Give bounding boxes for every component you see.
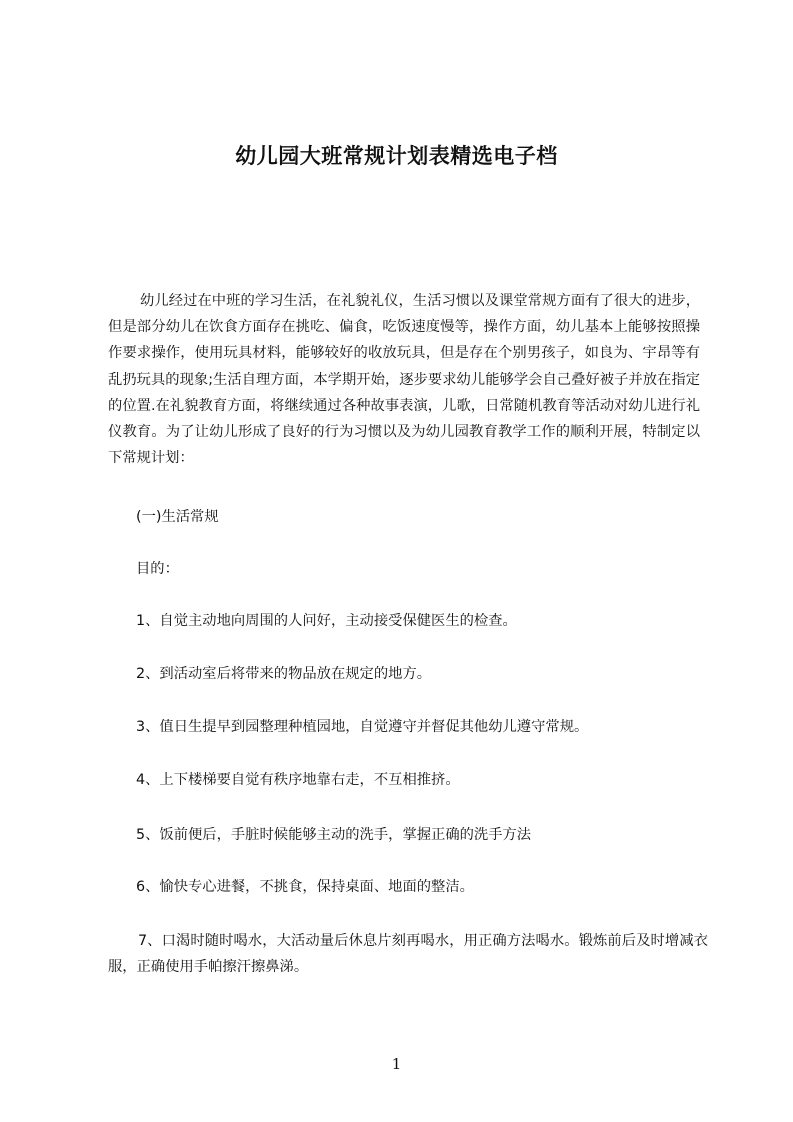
document-title: 幼儿园大班常规计划表精选电子档 xyxy=(235,144,558,168)
goal-label: 目的： xyxy=(136,561,179,577)
list-item: 4、上下楼梯要自觉有秩序地靠右走，不互相推挤。 xyxy=(136,772,460,788)
list-item: 6、愉快专心进餐，不挑食，保持桌面、地面的整洁。 xyxy=(136,879,474,895)
list-item: 7、口渴时随时喝水，大活动量后休息片刻再喝水，用正确方法喝水。锻炼前后及时增减衣服，正确使用手帕擦汗擦鼻涕。 xyxy=(108,933,708,975)
intro-paragraph: 幼儿经过在中班的学习生活，在礼貌礼仪，生活习惯以及课堂常规方面有了很大的进步，但是部分幼儿在饮食方面存在挑吃、偏食，吃饭速度慢等，操作方面，幼儿基本上能够按照操作要求操作，使用玩具材料，能够较好的收放玩具，但是存在个别男孩子，如良为、宇昂等有乱扔玩具的现象;生活自理方面，本学期开始，逐步要求幼儿能够学会自己叠好被子并放在指定的位置.在礼貌教育方面，将继续通过各种故事表演，儿歌，日常随机教育等活动对幼儿进行礼仪教育。为了让幼儿形成了良好的行为习惯以及为幼儿园教育教学工作的顺利开展，特制定以下常规计划： xyxy=(108,293,700,467)
page-number: 1 xyxy=(391,1055,402,1073)
list-item: 1、自觉主动地向周围的人问好，主动接受保健医生的检查。 xyxy=(136,613,517,629)
list-item: 3、值日生提早到园整理种植园地，自觉遵守并督促其他幼儿遵守常规。 xyxy=(136,719,589,735)
list-item: 2、到活动室后将带来的物品放在规定的地方。 xyxy=(136,666,432,682)
list-item: 5、饭前便后，手脏时候能够主动的洗手，掌握正确的洗手方法 xyxy=(136,827,532,843)
section-heading: (一)生活常规 xyxy=(136,509,219,525)
